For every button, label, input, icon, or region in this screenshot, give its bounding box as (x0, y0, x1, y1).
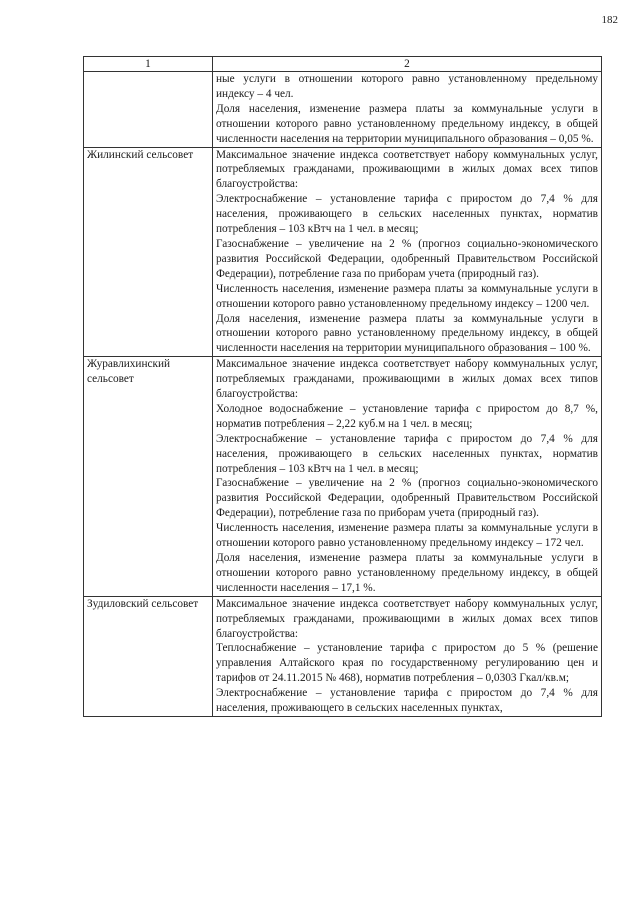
paragraph: Газоснабжение – увеличение на 2 % (прогноз социально-экономического развития Российской Федерации, одобренный Правительством Российской Федерации), потребление газа по приборам учета (природный газ). (216, 477, 598, 520)
page-number: 182 (601, 14, 618, 26)
paragraph: Газоснабжение – увеличение на 2 % (прогноз социально-экономического развития Российской Федерации, одобренный Правительством Российской Федерации), потребление газа по приборам учета (природный газ). (216, 237, 598, 280)
table-header-row (84, 57, 602, 72)
municipality-name: Жилинский сельсовет (84, 147, 213, 357)
municipality-name: Зудиловский сельсовет (84, 596, 213, 716)
paragraph: Электроснабжение – установление тарифа с приростом до 7,4 % для населения, проживающего в сельских населенных пунктах, норматив потребления – 103 кВтч на 1 чел. в месяц; (216, 193, 598, 236)
paragraph: Доля населения, изменение размера платы за коммунальные услуги в отношении которого равно установленному предельному индексу, в общей численности населения – 17,1 %. (216, 552, 598, 594)
paragraph: ные услуги в отношении которого равно установленному предельному индексу – 4 чел. (216, 73, 598, 100)
paragraph: Доля населения, изменение размера платы за коммунальные услуги в отношении которого равно установленному предельному индексу, в общей численности населения на территории муниципального образования – 100 %. (216, 312, 598, 355)
description-cell (213, 357, 602, 597)
description-cell (213, 72, 602, 148)
paragraph: Электроснабжение – установление тарифа с приростом до 7,4 % для населения, проживающего в сельских населенных пунктах, норматив потребления – 103 кВтч на 1 чел. в месяц; (216, 432, 598, 475)
table-row (84, 357, 602, 597)
column-header-1: 1 (84, 57, 213, 72)
description-cell (213, 596, 602, 716)
municipality-name (84, 72, 213, 148)
paragraph: Максимальное значение индекса соответствует набору коммунальных услуг, потребляемых гражданами, проживающими в жилых домах всех типов благоустройства: (216, 358, 598, 401)
paragraph: Электроснабжение – установление тарифа с приростом до 7,4 % для населения, проживающего в сельских населенных пунктах, (216, 687, 598, 715)
paragraph: Численность населения, изменение размера платы за коммунальные услуги в отношении которого равно установленному предельному индексу – 1200 чел. (216, 282, 598, 310)
paragraph: Холодное водоснабжение – установление тарифа с приростом до 8,7 %, норматив потребления – 2,22 куб.м на 1 чел. в месяц; (216, 402, 598, 430)
column-header-2: 2 (213, 57, 602, 72)
paragraph: Максимальное значение индекса соответствует набору коммунальных услуг, потребляемых гражданами, проживающими в жилых домах всех типов благоустройства: (216, 148, 598, 191)
description-cell (213, 147, 602, 357)
paragraph: Доля населения, изменение размера платы за коммунальные услуги в отношении которого равно установленному предельному индексу, в общей численности населения на территории муниципального образования – 0,05 %. (216, 102, 598, 145)
table-row (84, 147, 602, 357)
tariff-table (83, 56, 602, 717)
table-row (84, 596, 602, 716)
municipality-name: Журавлихинский сельсовет (84, 357, 213, 597)
paragraph: Максимальное значение индекса соответствует набору коммунальных услуг, потребляемых гражданами, проживающими в жилых домах всех типов благоустройства: (216, 597, 598, 640)
paragraph: Теплоснабжение – установление тарифа с приростом до 5 % (решение управления Алтайского края по государственному регулированию цен и тарифов от 24.11.2015 № 468), норматив потребления – 0,0303 Гкал/кв.м; (216, 642, 598, 685)
paragraph: Численность населения, изменение размера платы за коммунальные услуги в отношении которого равно установленному предельному индексу – 172 чел. (216, 522, 598, 550)
table-row (84, 72, 602, 148)
